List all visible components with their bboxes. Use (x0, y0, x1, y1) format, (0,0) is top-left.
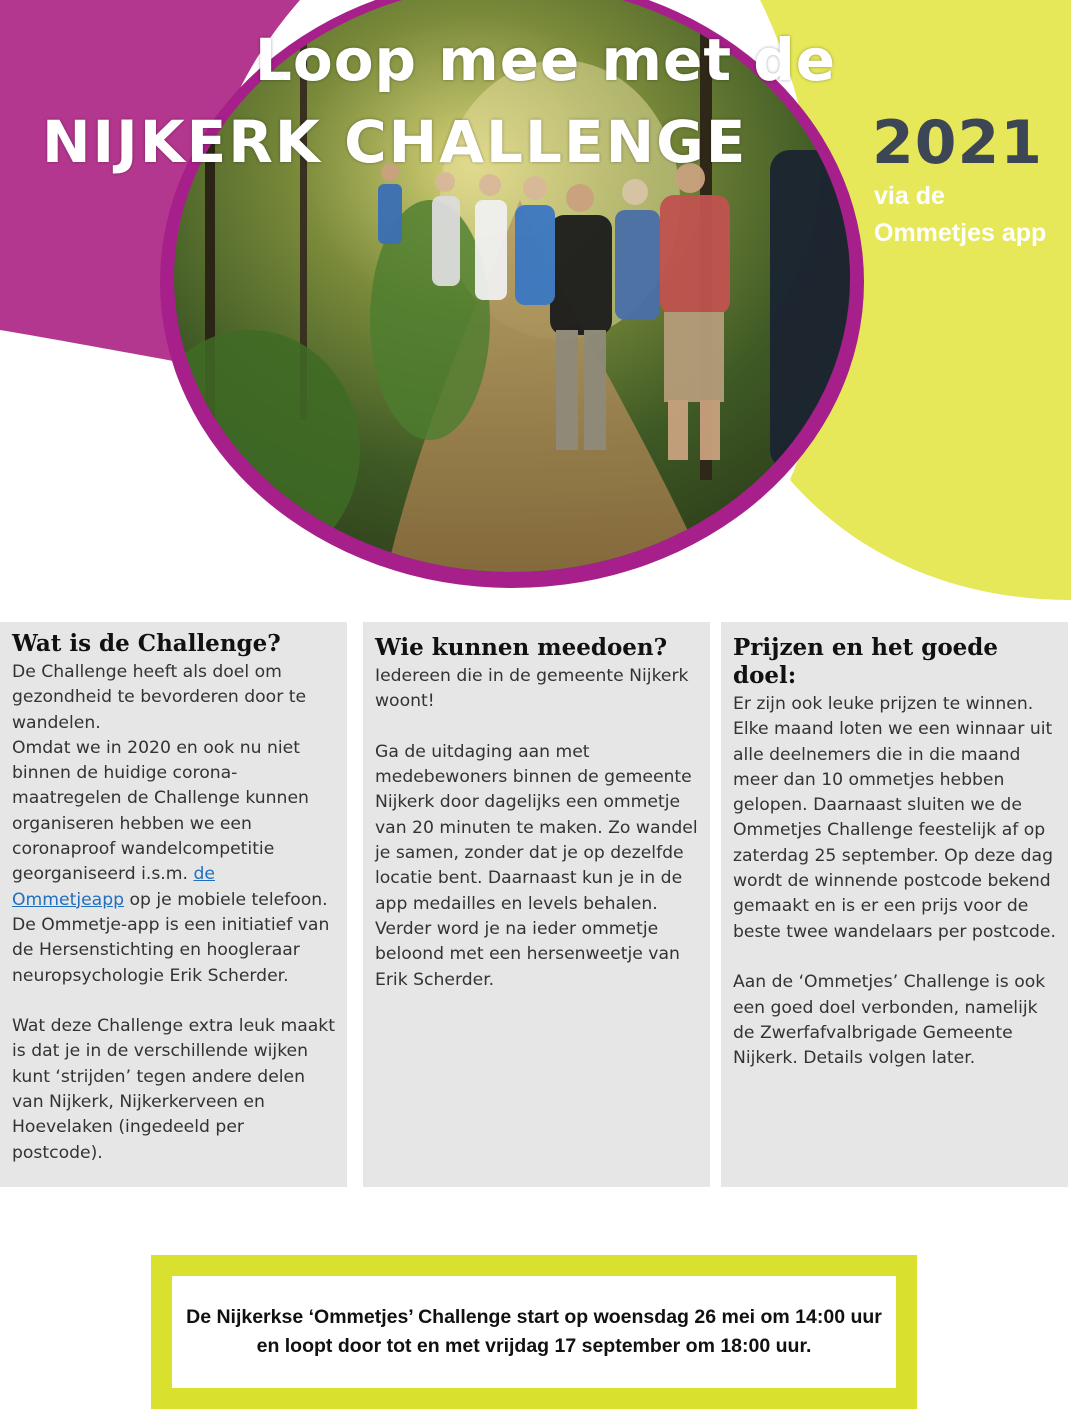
column-heading: Prijzen en het goede doel: (733, 634, 999, 689)
hero-section (0, 0, 1071, 600)
column-text: Er zijn ook leuke prijzen te winnen. Elke maand loten we een winnaar uit alle deelnemers die in die maand meer dan 10 ommetjes hebben gelopen. Daarnaast sluiten we de Ommetjes Challenge feestelijk af op zaterdag 25 september. Op deze dag wordt de winnende postcode bekend gemaakt en is er een prijs voor de beste twee wandelaars per postcode. Aan de ‘Ommetjes’ Challenge is ook een goed doel verbonden, namelijk de Zwerfafvalbrigade Gemeente Nijkerk. Details volgen later. (733, 694, 1056, 1069)
subtitle (874, 178, 1046, 252)
column-text (12, 660, 335, 1166)
banner-line-2: en loopt door tot en met vrijdag 17 september om 18:00 uur. (256, 1335, 812, 1357)
column-who-can-join (363, 622, 710, 1187)
subtitle-line-2: Ommetjes app (874, 219, 1047, 247)
ommetjeapp-link[interactable]: de Ommetjeapp (12, 864, 215, 910)
column-text-part: De Challenge heeft als doel om gezondheid te bevorderen door te wandelen. Omdat we in 2020 en ook nu niet binnen de huidige corona- maatregelen de Challenge kunnen organiseren hebben we een coronaproof wandelcompetitie georganiseerd i.s.m. (12, 662, 309, 885)
banner-text (186, 1303, 882, 1361)
banner-line-1: De Nijkerkse ‘Ommetjes’ Challenge start op woensdag 26 mei om 14:00 uur (186, 1306, 882, 1328)
column-what-is (0, 622, 347, 1187)
column-prizes (721, 622, 1068, 1187)
column-heading: Wat is de Challenge? (12, 630, 281, 657)
title-line-1: Loop mee met de (254, 26, 837, 94)
title-line-2: NIJKERK CHALLENGE (42, 108, 748, 176)
year-label: 2021 (872, 108, 1043, 178)
start-date-banner (172, 1276, 896, 1388)
subtitle-line-1: via de (874, 182, 945, 210)
column-text: Iedereen die in de gemeente Nijkerk woont! Ga de uitdaging aan met medebewoners binnen de gemeente Nijkerk door dagelijks een ommetje van 20 minuten te maken. Zo wandel je samen, zonder dat je op dezelfde locatie bent. Daarnaast kun je in de app medailles en levels behalen. Verder word je na ieder ommetje beloond met een hersenweetje van Erik Scherder. (375, 666, 698, 990)
column-text-part: op je mobiele telefoon. De Ommetje-app is een initiatief van de Hersenstichting en hoogleraar neuropsychologie Erik Scherder. Wat deze Challenge extra leuk maakt is dat je in de verschillende wijken kunt ‘strijden’ tegen andere delen van Nijkerk, Nijkerkerveen en Hoevelaken (ingedeeld per postcode). (12, 889, 335, 1163)
column-heading: Wie kunnen meedoen? (375, 634, 668, 661)
